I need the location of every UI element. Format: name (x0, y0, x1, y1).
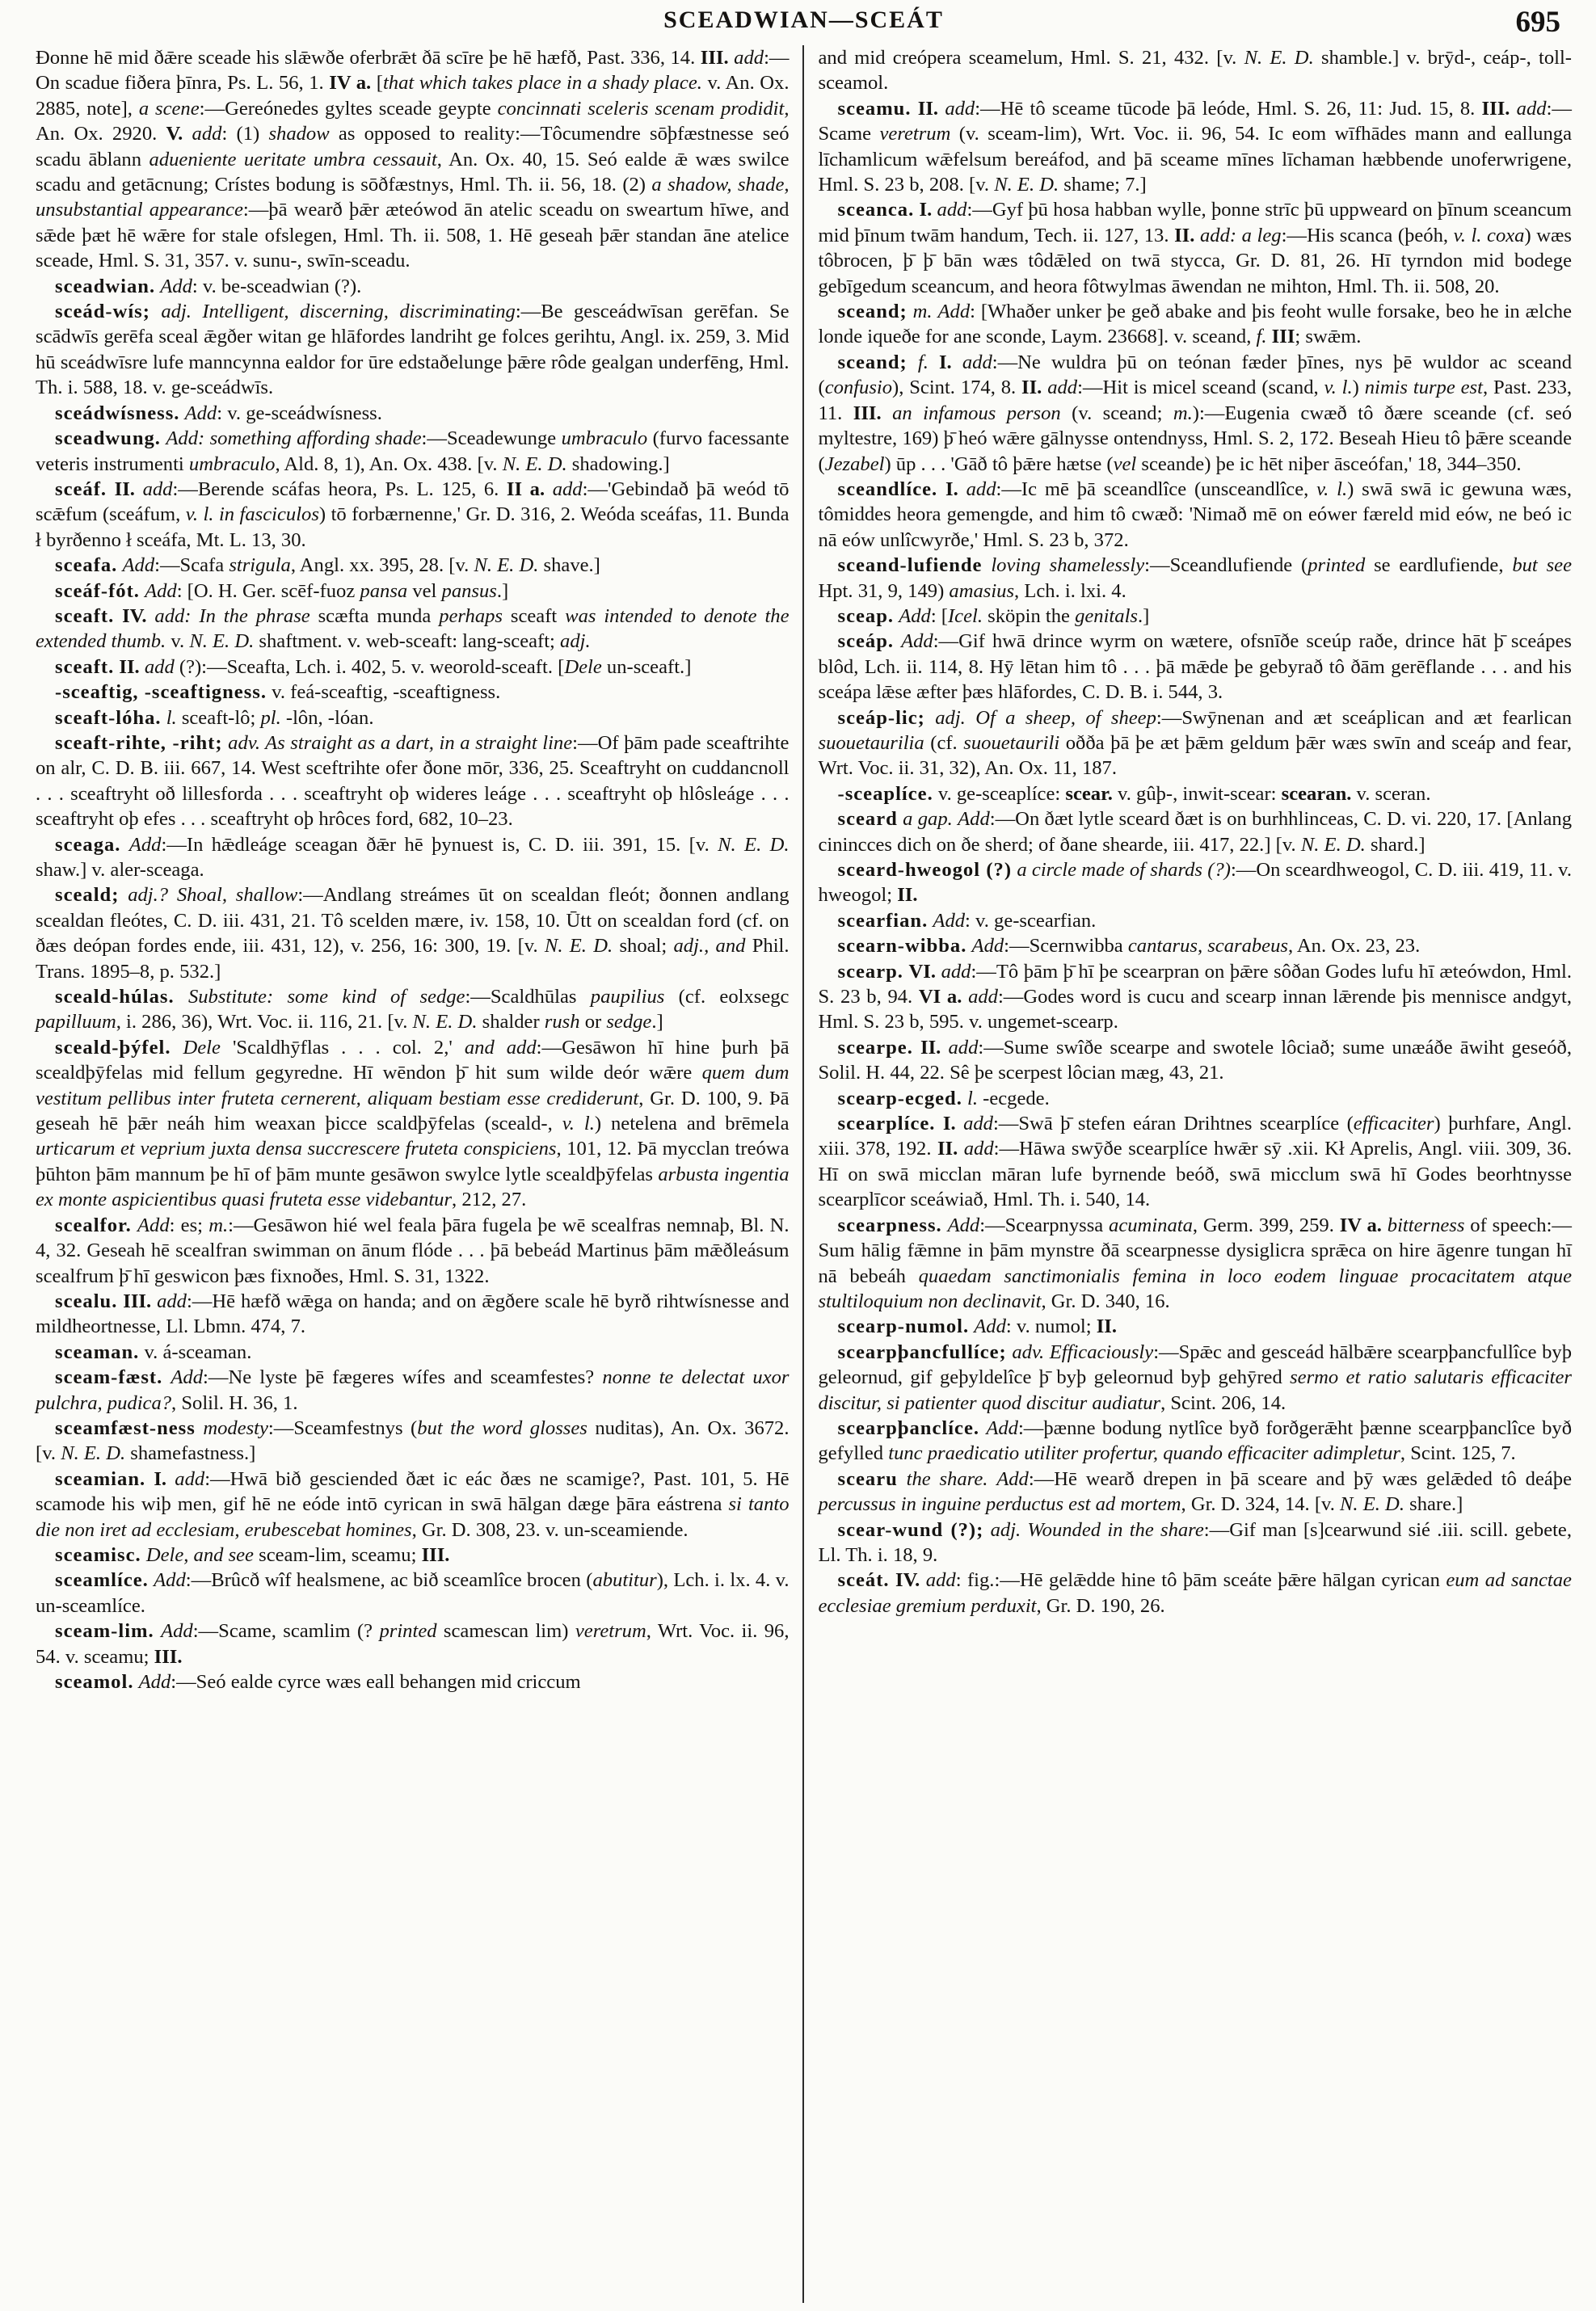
dictionary-entry: -sceaftig, -sceaftigness. v. feá-sceaftig, -sceaftigness. (55, 681, 501, 704)
dictionary-entry: sceand; m. Add: [Whaðer unker þe geð abake and þis feoht wulle forsake, beo he in ælche londe iqueðe for ane sconde, Laym. 23668]. v. sceand, f. III; swǣm. (818, 301, 1572, 348)
italic-text: add (734, 47, 764, 69)
italic-text: Add: something affording shade (166, 427, 422, 450)
entry-headword: sceáf. (55, 478, 107, 500)
entry-headword: scearpe. (837, 1036, 913, 1059)
italic-text: and add (464, 1036, 537, 1059)
italic-text: add (963, 1138, 994, 1160)
italic-text: pl. (260, 706, 281, 729)
italic-text: urticarum et veprium juxta densa succrescere fruteta conspiciens (36, 1138, 557, 1160)
dictionary-entry: sceald-húlas. Substitute: some kind of sedge:—Scaldhūlas paupilius (cf. eolxsegc papilluum, i. 286, 36), Wrt. Voc. ii. 116, 21. [v. N. E. D. shalder rush or sedge.] (36, 986, 790, 1033)
italic-text: add (948, 1036, 979, 1059)
italic-text: N. E. D. (718, 833, 790, 856)
bold-text: II. (937, 1138, 958, 1160)
italic-text: abutitur (592, 1569, 657, 1592)
dictionary-entry: scearu the share. Add:—Hē wearð drepen in þā sceare and þȳ wæs gelǣded tô deáþe percussus in inguine perductus est ad mortem, Gr. D. 324, 14. [v. N. E. D. share.] (818, 1467, 1572, 1516)
italic-text: a gap. (903, 808, 953, 831)
bold-text: VI. (908, 960, 936, 983)
italic-text: acuminata (1109, 1214, 1193, 1236)
italic-text: add (966, 478, 996, 500)
entry-headword: scearplíce. (837, 1113, 936, 1135)
dictionary-entry: sceaft-rihte, -riht; adv. As straight as a dart, in a straight line:—Of þām pade sceaftrihte on alr, C. D. B. iii. 667, 14. West sceftrihte ofer ðone mōr, 336, 25. Sceaftryht on cuddancnoll . . . sceaftryht oð lillesforda . . . sceaftryht oþ wideres leáge . . . sceaftryht oþ hlôsleáge . . . sceaftryht oþ efes . . . sceaftryht oþ hrôces ford, 682, 10–23. (36, 731, 790, 831)
italic-text: printed (1308, 554, 1366, 577)
italic-text: concinnati sceleris scenam prodidit (497, 97, 785, 120)
italic-text: bitterness (1387, 1214, 1465, 1236)
dictionary-entry: sceáf. II. add:—Berende scáfas heora, Ps. L. 125, 6. II a. add:—'Gebindað þā weód tō scǣfum (sceáfum, v. l. in fasciculos) tō forbærnenne,' Gr. D. 316, 2. Weóda sceáfas, 11. Bunda ł byrðenno ł sceáfa, Mt. L. 13, 30. (36, 478, 790, 551)
italic-text: Add (933, 909, 966, 932)
entry-headword: sceát. (837, 1569, 890, 1592)
dictionary-entry: sceadwian. Add: v. be-sceadwian (?). (55, 275, 362, 297)
bold-text: III. (853, 402, 882, 424)
italic-text: efficaciter (1353, 1113, 1434, 1135)
italic-text: was intended to denote the extended thumb. (36, 604, 790, 653)
entry-headword: scearpþancfullíce; (837, 1341, 1007, 1363)
entry-headword: sceam-lim. (55, 1620, 154, 1643)
entry-headword: sceádwísness. (55, 402, 180, 424)
italic-text: Add (122, 554, 155, 577)
bold-text: III. (154, 1645, 183, 1668)
dictionary-entry: sceaman. v. á-sceaman. (55, 1341, 252, 1363)
dictionary-entry: scearp-ecged. l. -ecgede. (837, 1087, 1050, 1109)
italic-text: a shadow, shade, unsubstantial appearance (36, 174, 790, 221)
italic-text: a circle made of shards (?) (1017, 859, 1231, 881)
entry-headword: scealfor. (55, 1214, 132, 1236)
bold-text: IV. (895, 1569, 920, 1592)
bold-text: I. (154, 1467, 167, 1490)
bold-text: I. (945, 478, 958, 500)
italic-text: arbusta ingentia ex monte aspicientibus quasi fruteta esse videbantur (36, 1163, 790, 1211)
italic-text: genitals (1075, 604, 1138, 627)
italic-text: f. (917, 351, 929, 373)
italic-text: m. (208, 1214, 229, 1236)
italic-text: Add (137, 1214, 170, 1236)
italic-text: rush (544, 1011, 580, 1033)
dictionary-entry: sceaft. IV. add: In the phrase scæfta munda perhaps sceaft was intended to denote the extended thumb. v. N. E. D. shaftment. v. web-sceaft: lang-sceaft; adj. (36, 604, 790, 653)
right-column (804, 45, 1573, 2303)
italic-text: loving shamelessly (991, 554, 1145, 577)
italic-text: an infamous person (892, 402, 1061, 424)
entry-headword: sceáp. (837, 630, 895, 653)
italic-text: N. E. D. (189, 630, 255, 653)
italic-text: add: a leg (1199, 224, 1282, 246)
italic-text: tunc praedicatio utiliter profertur, quando efficaciter adimpletur (888, 1442, 1400, 1465)
italic-text: add (157, 1290, 187, 1312)
dictionary-entry: scealu. III. add:—Hē hæfð wǣga on handa; and on ǣgðere scale hē byrð rihtwísnesse and mildheortnesse, Ll. Lbmn. 474, 7. (36, 1290, 790, 1338)
italic-text: Add (145, 579, 177, 602)
entry-headword: sceanca. (837, 199, 915, 221)
italic-text: printed (379, 1620, 437, 1643)
italic-text: Icel. (947, 604, 983, 627)
italic-text: Add (138, 1671, 171, 1693)
page-number: 695 (1515, 6, 1560, 39)
italic-text: Add (996, 1467, 1029, 1490)
italic-text: sedge (606, 1011, 652, 1033)
italic-text: m. (912, 301, 933, 323)
italic-text: Add (971, 935, 1004, 958)
dictionary-entry: sceam-lim. Add:—Scame, scamlim (? printed scamescan lim) veretrum, Wrt. Voc. ii. 96, 54. v. sceamu; III. (36, 1620, 790, 1668)
entry-headword: sceáf-fót. (55, 579, 140, 602)
entry-headword: scearp-ecged. (837, 1087, 962, 1109)
italic-text: l. (166, 706, 177, 729)
dictionary-entry: scearn-wibba. Add:—Scernwibba cantarus, scarabeus, An. Ox. 23, 23. (837, 935, 1421, 958)
dictionary-entry: scearpþanclíce. Add:—þænne bodung nytlîce byð forðgerǣht þænne scearpþanclîce byð gefylled tunc praedicatio utiliter profertur, quando efficaciter adimpletur, Scint. 125, 7. (818, 1416, 1572, 1465)
entry-headword: scealu. (55, 1290, 118, 1312)
dictionary-entry: scearpness. Add:—Scearpnyssa acuminata, Germ. 399, 259. IV a. bitterness of speech:—Sum hālig fǣmne in þām mynstre ðā scearpnesse dysiglicra sprǣca on hire āgenre tungan hī nā bebeáh quaedam sanctimonialis femina in loco eodem linguae procacitatem atque stultiloquium non declinavit, Gr. D. 340, 16. (818, 1214, 1572, 1312)
entry-headword: -sceaplíce. (837, 782, 933, 805)
dictionary-entry: sceamisc. Dele, and see sceam-lim, sceamu; III. (55, 1543, 450, 1566)
bold-text: V. (166, 123, 183, 145)
italic-text: N. E. D. (544, 935, 613, 958)
italic-text: Dele, and see (145, 1543, 254, 1566)
text-columns (36, 45, 1572, 2303)
italic-text: eum ad sanctae ecclesiae gremium perduxit (818, 1569, 1572, 1617)
italic-text: vel (1113, 453, 1137, 475)
dictionary-entry: sceafa. Add:—Scafa strigula, Angl. xx. 395, 28. [v. N. E. D. shave.] (55, 554, 600, 577)
italic-text: Add (986, 1416, 1018, 1439)
entry-headword: scearu (837, 1467, 898, 1490)
entry-headword: sceaga. (55, 833, 121, 856)
dictionary-entry: sceam-fæst. Add:—Ne lyste þē fægeres wífes and sceamfestes? nonne te delectat uxor pulchra, pudica?, Solil. H. 36, 1. (36, 1366, 790, 1414)
entry-headword: scearfian. (837, 909, 929, 932)
italic-text: Add (958, 808, 990, 831)
italic-text: Add (154, 1569, 186, 1592)
dictionary-entry: sceáp. Add:—Gif hwā drince wyrm on wætere, ofsnīðe sceúp raðe, drince hāt þ̄ sceápes blôd, Lch. ii. 114, 8. Hȳ lētan him tô . . . þā mǣde þe gebyrað tô ðām gerēflande . . . and his sceápa lǣse æfter þæs hlāfordes, C. D. B. i. 544, 3. (818, 630, 1572, 704)
italic-text: v. l. (1316, 478, 1348, 500)
italic-text: m. (1173, 402, 1193, 424)
italic-text: papilluum (36, 1011, 116, 1033)
dictionary-entry: scear-wund (?); adj. Wounded in the share:—Gif man [s]cearwund sié .iii. scill. gebete, Ll. Th. i. 18, 9. (818, 1518, 1573, 1566)
dictionary-entry: sceamlíce. Add:—Brûcð wîf healsmene, ac bið sceamlîce brocen (abutitur), Lch. i. lx. 4. v. un-sceamlíce. (36, 1569, 790, 1617)
entry-headword: sceád-wís; (55, 301, 150, 323)
entry-headword: sceamfæst-ness (55, 1416, 196, 1439)
page-header (36, 6, 1572, 44)
dictionary-entry: scealfor. Add: es; m.:—Gesāwon hié wel feala þāra fugela þe wē scealfras nemnaþ, Bl. N. 4, 32. Geseah hē scealfran swimman on ānum flóde . . . þā bebeád Martinus þām mǣðleásum scealfrum þ̄ hī geswicon þæs fixnoðes, Hml. S. 31, 1322. (36, 1214, 790, 1287)
italic-text: strigula (229, 554, 291, 577)
italic-text: si tanto die non iret ad ecclesiam, erubescebat homines (36, 1493, 790, 1541)
italic-text: N. E. D. (502, 453, 567, 475)
entry-headword: scearn-wibba. (837, 935, 967, 958)
italic-text: adj., and (673, 935, 746, 958)
entry-headword: -sceaftig, -sceaftigness. (55, 681, 267, 704)
entry-headword: sceand; (837, 351, 907, 373)
entry-headword: sceard-hweogol (?) (837, 859, 1013, 881)
italic-text: pansa (360, 579, 408, 602)
bold-text: II. (897, 884, 918, 907)
italic-text: add (945, 97, 975, 120)
italic-text: adj.? Shoal, shallow (128, 884, 298, 907)
italic-text: add (925, 1569, 956, 1592)
dictionary-entry: sceaga. Add:—In hǣdleáge sceagan ðǣr hē þynuest is, C. D. iii. 391, 15. [v. N. E. D. shaw.] v. aler-sceaga. (36, 833, 790, 881)
entry-headword: sceáp-lic; (837, 706, 925, 729)
bold-text: II a. (506, 478, 545, 500)
entry-headword: sceaft-lóha. (55, 706, 162, 729)
dictionary-entry: sceamian. I. add:—Hwā bið gesciended ðæt ic eác ðæs ne scamige?, Past. 101, 5. Hē scamode his wiþ men, gif hē ne eóde intō cyrican in swā hālgan dæge þāra eástrena si tanto die non iret ad ecclesiam, erubescebat homines, Gr. D. 308, 23. v. un-sceamiende. (36, 1467, 790, 1541)
italic-text: v. l. in fasciculos (185, 503, 319, 526)
italic-text: adj. Of a sheep, of sheep (935, 706, 1156, 729)
bold-text: II. (1021, 377, 1042, 399)
italic-text: umbraculo (561, 427, 648, 450)
bold-text: I. (919, 199, 933, 221)
italic-text: Add (161, 1620, 193, 1643)
bold-text: III. (421, 1543, 450, 1566)
dictionary-entry: scearplíce. I. add:—Swā þ̄ stefen eáran Drihtnes scearplíce (efficaciter) þurhfare, Angl. xiii. 378, 192. II. add:—Hāwa swȳðe scearplíce hwǣr sȳ .xii. Kł Aprelis, Angl. viii. 309, 36. Hī on swā micclan māran lufe byrnende beóð, swā micclum swā hī Godes beorhtnysse scearplīcor sceáwiað, Hml. Th. i. 540, 14. (818, 1113, 1573, 1211)
dictionary-entry: sceard-hweogol (?) a circle made of shards (?):—On sceardhweogol, C. D. iii. 419, 11. v. hweogol; II. (818, 859, 1572, 907)
dictionary-entry: sceádwísness. Add: v. ge-sceádwísness. (55, 402, 382, 424)
italic-text: percussus in inguine perductus est ad mortem (818, 1493, 1181, 1516)
italic-text: add (963, 1113, 993, 1135)
italic-text: add: In the phrase (154, 604, 310, 627)
entry-headword: sceand-lufiende (837, 554, 983, 577)
entry-headword: scearp. (837, 960, 903, 983)
entry-headword: sceaman. (55, 1341, 140, 1363)
dictionary-entry: scearpþancfullíce; adv. Efficaciously:—Spǣc and gesceád hālbǣre scearpþancfullîce byþ geleornud, gif geþyldelîce þ̄ byþ geleornud byþ gehȳred sermo et ratio salutaris efficaciter discitur, si patienter quod discitur audiatur, Scint. 206, 14. (818, 1341, 1572, 1414)
italic-text: Add (128, 833, 162, 856)
entry-headword: sceard (837, 808, 898, 831)
italic-text: the share. (906, 1467, 988, 1490)
italic-text: a scene (138, 97, 200, 120)
italic-text: nimis turpe est (1364, 377, 1483, 399)
italic-text: adj. Intelligent, discerning, discriminating (161, 301, 516, 323)
dictionary-entry: sceald-þýfel. Dele 'Scaldhȳflas . . . col. 2,' and add:—Gesāwon hī hine þurh þā scealdþȳfelas mid fellum gegyredne. Hī wēndon þ̄ hit sum wilde deór wǣre quem dum vestitum pellibus inter fruteta cernerent, aliquam bestiam esse crediderunt, Gr. D. 100, 9. Þā geseah hē þǣr neáh him weaxan þicce scaldþȳfelas (sceald-, v. l.) netelena and brēmela urticarum et veprium juxta densa succrescere fruteta conspiciens, 101, 12. Þā mycclan treówa þūhton þām mannum þe hī of þām munte gesāwon swylce lytle scealdþȳfelas arbusta ingentia ex monte aspicientibus quasi fruteta esse videbantur, 212, 27. (36, 1036, 790, 1211)
italic-text: Add (899, 604, 931, 627)
entry-headword: sceadwian. (55, 275, 156, 297)
entry-headword: sceamlíce. (55, 1569, 149, 1592)
dictionary-entry: sceaft. II. add (?):—Sceafta, Lch. i. 402, 5. v. weorold-sceaft. [Dele un-sceaft.] (55, 655, 692, 678)
italic-text: Add (937, 301, 971, 323)
bold-text: III. (1481, 97, 1510, 120)
dictionary-entry: sceald; adj.? Shoal, shallow:—Andlang streámes ūt on scealdan fleót; ðonnen andlang scealdan fleótes, C. D. iii. 431, 21. Tô scelden mære, iv. 158, 10. Ūtt on scealdan ford (cf. on ðæs deópan fordes ende, iii. 431, 12), v. 256, 16: 300, 19. [v. N. E. D. shoal; adj., and Phil. Trans. 1895–8, p. 532.] (36, 884, 790, 983)
entry-headword: sceaft. (55, 655, 115, 678)
dictionary-entry: scearp-numol. Add: v. numol; II. (837, 1315, 1117, 1338)
entry-headword: scearpness. (837, 1214, 942, 1236)
entry-headword: sceam-fæst. (55, 1366, 163, 1389)
italic-text: add (552, 478, 583, 500)
italic-text: add (175, 1467, 205, 1490)
bold-text: I. (942, 1113, 956, 1135)
italic-text: v. l. (562, 1113, 595, 1135)
italic-text: add (937, 199, 967, 221)
dictionary-entry: sceap. Add: [Icel. sköpin the genitals.] (837, 604, 1150, 627)
entry-headword: sceadwung. (55, 427, 161, 450)
italic-text: add (144, 655, 175, 678)
italic-text: N. E. D. (994, 174, 1059, 196)
italic-text: confusio (824, 377, 893, 399)
bold-text: I. (938, 351, 952, 373)
italic-text: modesty (203, 1416, 268, 1439)
italic-text: N. E. D. (474, 554, 539, 577)
left-column (36, 45, 802, 2303)
italic-text: Add (184, 402, 217, 424)
italic-text: pansus (441, 579, 497, 602)
italic-text: quem dum vestitum pellibus inter fruteta cernerent, aliquam bestiam esse crediderunt (36, 1062, 790, 1109)
entry-headword: sceamu. (837, 97, 912, 120)
bold-text: II. (1096, 1315, 1117, 1338)
entry-headword: sceap. (837, 604, 895, 627)
italic-text: suouetaurilia (818, 731, 924, 754)
italic-text: veretrum (575, 1620, 646, 1643)
entry-headword: sceamol. (55, 1671, 134, 1693)
entry-headword: sceald-húlas. (55, 986, 175, 1008)
italic-text: adj. (560, 630, 591, 653)
dictionary-entry: sceard a gap. Add:—On ðæt lytle sceard ðæt is on burhhlinceas, C. D. vi. 220, 17. [Anlang cinincces dich on ðe sherd; of ðane shearde, iii. 417, 22.] [v. N. E. D. shard.] (818, 808, 1572, 856)
italic-text: but see (1512, 554, 1573, 577)
italic-text: Add (171, 1366, 204, 1389)
dictionary-entry: and mid creópera sceamelum, Hml. S. 21, 432. [v. N. E. D. shamble.] v. brȳd-, ceáp-, toll-sceamol. (818, 47, 1572, 95)
entry-headword: sceandlíce. (837, 478, 938, 500)
bold-text: III. (700, 47, 729, 69)
italic-text: Jezabel (824, 453, 885, 475)
italic-text: Dele (564, 655, 602, 678)
italic-text: Add (160, 275, 192, 297)
dictionary-entry: sceanca. I. add:—Gyf þū hosa habban wylle, þonne strīc þū uppweard on þīnum sceancum mid þīnum twām handum, Tech. ii. 127, 13. II. add: a leg:—His scanca (þeóh, v. l. coxa) wæs tôbrocen, þ̄ þ̄ bān wæs tôdǣled on twā stycca, Gr. D. 81, 26. Hī tyrndon mid bodege gebīgedum sceancum, and heora fôtwylmas āwendan ne mihton, Hml. Th. ii. 508, 20. (818, 199, 1572, 297)
entry-headword: sceald-þýfel. (55, 1036, 171, 1059)
bold-text: II. (119, 655, 140, 678)
entry-headword: sceaft. (55, 604, 115, 627)
italic-text: perhaps (439, 604, 503, 627)
italic-text: add (968, 986, 998, 1008)
entry-headword: sceand; (837, 301, 907, 323)
italic-text: nonne te delectat uxor pulchra, pudica? (36, 1366, 790, 1414)
italic-text: f. (1256, 326, 1267, 348)
italic-text: but the word glosses (417, 1416, 587, 1439)
italic-text: amasius (949, 579, 1015, 602)
dictionary-entry: scearpe. II. add:—Sume swîðe scearpe and swotele lôciað; sume unæáðe āwiht geseóð, Solil. H. 44, 22. Sê þe scerpest lôcian mæg, 43, 21. (818, 1036, 1572, 1084)
italic-text: add (941, 960, 971, 983)
italic-text: sermo et ratio salutaris efficaciter discitur, si patienter quod discitur audiatur (818, 1366, 1572, 1414)
dictionary-entry: sceand-lufiende loving shamelessly:—Sceandlufiende (printed se eardlufiende, but see Hpt. 31, 9, 149) amasius, Lch. i. lxi. 4. (818, 554, 1573, 602)
entry-headword: sceamian. (55, 1467, 146, 1490)
italic-text: quaedam sanctimonialis femina in loco eodem linguae procacitatem atque stultiloquium non declinavit (818, 1265, 1572, 1312)
dictionary-entry: sceamu. II. add:—Hē tô sceame tūcode þā leóde, Hml. S. 26, 11: Jud. 15, 8. III. add:—Scame veretrum (v. sceam-lim), Wrt. Voc. ii. 96, 54. Ic eom wīfhādes mann and eallunga līchamlicum wǣfelsum bereáfod, and þā sceame mīnes līchaman hæbbende unoferwrigene, Hml. S. 23 b, 208. [v. N. E. D. shame; 7.] (818, 97, 1572, 196)
bold-text: IV. (122, 604, 147, 627)
dictionary-entry: sceand; f. I. add:—Ne wuldra þū on teónan fæder þīnes, nys þē wuldor ac sceand (confusio), Scint. 174, 8. II. add:—Hit is micel sceand (scand, v. l.) nimis turpe est, Past. 233, 11. III. an infamous person (v. sceand; m.):—Eugenia cwæð tô ðære sceande (cf. seó myltestre, 169) þ̄ heó wǣre gālnysse ontendnyss, Hml. S. 2, 172. Beseah Hieu tô þǣre sceande (Jezabel) ūp . . . 'Gāð tô þǣre hætse (vel sceande) þe ic hēt niþer āsceófan,' 18, 344–350. (818, 351, 1573, 475)
dictionary-entry: sceamol. Add:—Seó ealde cyrce wæs eall behangen mid criccum (55, 1671, 581, 1693)
dictionary-entry: sceaft-lóha. l. sceaft-lô; pl. -lôn, -lóan. (55, 706, 374, 729)
entry-headword: scearpþanclíce. (837, 1416, 980, 1439)
italic-text: l. (967, 1087, 978, 1109)
bold-text: II. (920, 1036, 941, 1059)
italic-text: add (1047, 377, 1078, 399)
entry-headword: sceafa. (55, 554, 118, 577)
dictionary-entry: sceát. IV. add: fig.:—Hē gelǣdde hine tô þām sceáte þǣre hālgan cyrican eum ad sanctae ecclesiae gremium perduxit, Gr. D. 190, 26. (818, 1569, 1572, 1617)
bold-text: III. (123, 1290, 152, 1312)
italic-text: Substitute: some kind of sedge (187, 986, 465, 1008)
bold-text: scearan. (1281, 782, 1352, 805)
bold-text: III (1271, 326, 1295, 348)
italic-text: paupilius (590, 986, 665, 1008)
dictionary-entry: scearp. VI. add:—Tô þām þ̄ hī þe scearpran on þǣre sôðan Godes lufu hī æteówdon, Hml. S. 23 b, 94. VI a. add:—Godes word is cucu and scearp innan lǣrende þis mennisce andgyt, Hml. S. 23 b, 595. v. ungemet-scearp. (818, 960, 1573, 1033)
italic-text: v. l. (1324, 377, 1353, 399)
italic-text: adv. Efficaciously (1012, 1341, 1154, 1363)
bold-text: VI a. (918, 986, 962, 1008)
entry-headword: sceaft-rihte, -riht; (55, 731, 223, 754)
italic-text: v. l. coxa (1453, 224, 1525, 246)
italic-text: Add (901, 630, 933, 653)
dictionary-entry: sceád-wís; adj. Intelligent, discerning, discriminating:—Be gesceádwīsan gerēfan. Se scādwīs gerēfa sceal ǣgðer witan ge hlāfordes landriht ge folces gerihtu, Angl. ix. 259, 3. Mid hū sceádwīsre lufe manncynna ealdor for ūre edstaðelunge þǣre rôde gealgan underfēng, Hml. Th. i. 588, 18. v. ge-sceádwīs. (36, 301, 790, 399)
bold-text: IV a. (1339, 1214, 1382, 1236)
italic-text: N. E. D. (412, 1011, 478, 1033)
italic-text: umbraculo (188, 453, 276, 475)
entry-headword: scearp-numol. (837, 1315, 970, 1338)
bold-text: IV a. (329, 72, 372, 95)
dictionary-entry: sceáp-lic; adj. Of a sheep, of sheep:—Swȳnenan and æt sceáplican and æt fearlican suouetaurilia (cf. suouetaurili oðða þā þe æt þǣm geldum þǣr wæs swīn and sceáp and fear, Wrt. Voc. ii. 31, 32), An. Ox. 11, 187. (818, 706, 1573, 780)
entry-headword: sceald; (55, 884, 120, 907)
italic-text: adueniente ueritate umbra cessauit (149, 148, 437, 170)
bold-text: II. (114, 478, 135, 500)
italic-text: N. E. D. (1340, 1493, 1404, 1516)
entry-headword: sceamisc. (55, 1543, 141, 1566)
dictionary-entry: -sceaplíce. v. ge-sceaplíce: scear. v. gûþ-, inwit-scear: scearan. v. sceran. (837, 782, 1431, 805)
dictionary-entry: sceandlíce. I. add:—Ic mē þā sceandlîce (unsceandlîce, v. l.) swā swā ic gewuna wæs, tômiddes heora gemengde, and him tô cwæð: 'Nimað mē on eówer færeld mid eów, ne beó ic nā eów unlîcwyrðe,' Hml. S. 23 b, 372. (818, 478, 1573, 551)
italic-text: cantarus, scarabeus (1127, 935, 1288, 958)
bold-text: scear. (1065, 782, 1113, 805)
italic-text: add (142, 478, 173, 500)
italic-text: veretrum (879, 123, 951, 145)
bold-text: II. (917, 97, 939, 120)
italic-text: adv. As straight as a dart, in a straight line (228, 731, 573, 754)
italic-text: adj. Wounded in the share (990, 1518, 1204, 1541)
dictionary-entry: sceadwung. Add: something affording shade:—Sceadewunge umbraculo (furvo facessante veteris instrumenti umbraculo, Ald. 8, 1), An. Ox. 438. [v. N. E. D. shadowing.] (36, 427, 790, 475)
italic-text: add (962, 351, 992, 373)
entry-headword: scear-wund (?); (837, 1518, 984, 1541)
dictionary-entry: Ðonne hē mid ðǣre sceade his slǣwðe oferbrǣt ðā scīre þe hē hæfð, Past. 336, 14. III. add:—On scadue fiðera þīnra, Ps. L. 56, 1. IV a. [that which takes place in a shady place. v. An. Ox. 2885, note], a scene:—Gereónedes gyltes sceade geypte concinnati sceleris scenam prodidit, An. Ox. 2920. V. add: (1) shadow as opposed to reality:—Tôcumendre sōþfæstnesse seó scadu āblann adueniente ueritate umbra cessauit, An. Ox. 40, 15. Seó ealde ǣ wæs swilce scadu and getācnung; Crístes bodung is sōðfæstnys, Hml. Th. ii. 56, 18. (2) a shadow, shade, unsubstantial appearance:—þā wearð þǣr æteówod ān atelic sceadu on sweartum hīwe, and sǣde þæt hē wǣre for stale ofslegen, Hml. Th. ii. 508, 1. Hē geseah þǣr standan āne atelice sceade, Hml. S. 31, 357. v. sunu-, swīn-sceadu. (36, 47, 790, 272)
italic-text: Add (947, 1214, 980, 1236)
italic-text: that which takes place in a shady place. (382, 72, 702, 95)
dictionary-entry: sceáf-fót. Add: [O. H. Ger. scēf-fuoz pansa vel pansus.] (55, 579, 509, 602)
italic-text: N. E. D. (61, 1442, 126, 1465)
italic-text: N. E. D. (1300, 833, 1366, 856)
page-header-title: SCEADWIAN—SCEÁT (663, 6, 944, 33)
italic-text: shadow (268, 123, 330, 145)
dictionary-entry: scearfian. Add: v. ge-scearfian. (837, 909, 1097, 932)
italic-text: Dele (183, 1036, 221, 1059)
bold-text: II. (1174, 224, 1195, 246)
dictionary-entry: sceamfæst-ness modesty:—Sceamfestnys (but the word glosses nuditas), An. Ox. 3672. [v. N. E. D. shamefastness.] (36, 1416, 790, 1465)
italic-text: add (192, 123, 222, 145)
italic-text: suouetaurili (963, 731, 1060, 754)
italic-text: add (1516, 97, 1547, 120)
italic-text: N. E. D. (1244, 47, 1314, 69)
italic-text: Add (974, 1315, 1006, 1338)
